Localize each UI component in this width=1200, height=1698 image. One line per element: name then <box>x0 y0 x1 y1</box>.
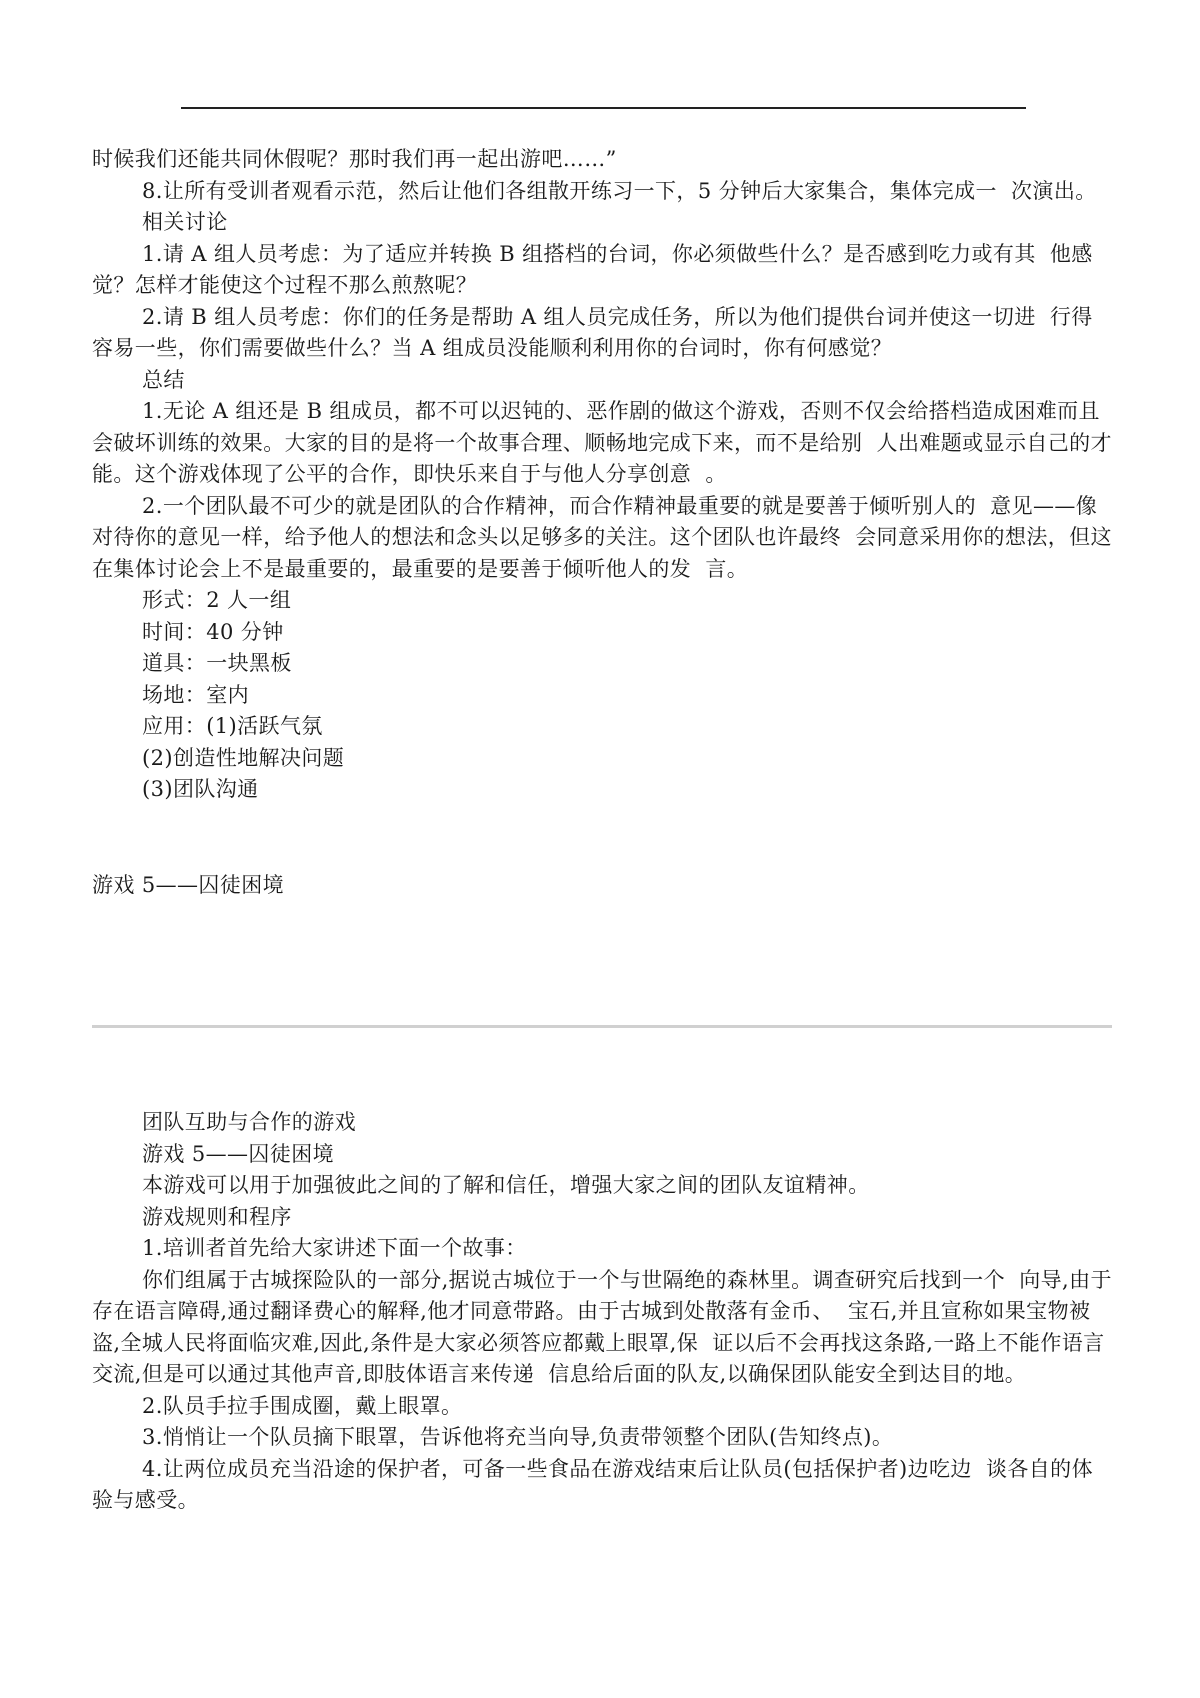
paragraph: 应用：(1)活跃气氛 <box>142 714 323 738</box>
paragraph: 游戏规则和程序 <box>142 1204 292 1229</box>
paragraph: (3)团队沟通 <box>142 777 259 801</box>
paragraph: 4.让两位成员充当沿途的保护者，可备一些食品在游戏结束后让队员(包括保护者)边吃边 谈各自的体验与感受。 <box>92 1456 1093 1512</box>
paragraph: 场地：室内 <box>142 682 249 707</box>
header-rule <box>181 107 1026 109</box>
paragraph: 时间：40 分钟 <box>142 619 284 644</box>
paragraph: 本游戏可以用于加强彼此之间的了解和信任，增强大家之间的团队友谊精神。 <box>142 1173 870 1197</box>
paragraph: 1.培训者首先给大家讲述下面一个故事： <box>142 1236 527 1260</box>
paragraph: 1.请 A 组人员考虑：为了适应并转换 B 组搭档的台词，你必须做些什么？是否感到吃力或有其 他感觉？怎样才能使这个过程不那么煎熬呢？ <box>92 241 1093 297</box>
paragraph: 8.让所有受训者观看示范，然后让他们各组散开练习一下，5 分钟后大家集合，集体完成一 次演出。 <box>142 178 1097 203</box>
page-2-body <box>92 1107 1114 1517</box>
paragraph: 2.队员手拉手围成圈，戴上眼罩。 <box>142 1393 463 1418</box>
paragraph: 3.悄悄让一个队员摘下眼罩，告诉他将充当向导,负责带领整个团队(告知终点)。 <box>142 1425 894 1449</box>
page-separator <box>92 1025 1112 1028</box>
paragraph: 总结 <box>142 367 185 392</box>
game-title: 游戏 5——囚徒困境 <box>92 872 285 897</box>
paragraph: 相关讨论 <box>142 210 228 234</box>
paragraph: 游戏 5——囚徒困境 <box>142 1141 335 1166</box>
paragraph: 2.一个团队最不可少的就是团队的合作精神，而合作精神最重要的就是要善于倾听别人的 意见——像对待你的意见一样，给予他人的想法和念头以足够多的关注。这个团队也许最终 会同意采用你的想法，但这在集体讨论会上不是最重要的，最重要的是要善于倾听他人的发 言。 <box>92 493 1112 581</box>
paragraph: (2)创造性地解决问题 <box>142 745 345 770</box>
paragraph: 道具：一块黑板 <box>142 651 292 675</box>
page-1-body <box>92 144 1114 901</box>
paragraph: 形式：2 人一组 <box>142 588 292 612</box>
paragraph: 团队互助与合作的游戏 <box>142 1110 356 1134</box>
paragraph: 1.无论 A 组还是 B 组成员，都不可以迟钝的、恶作剧的做这个游戏，否则不仅会给搭档造成困难而且会破坏训练的效果。大家的目的是将一个故事合理、顺畅地完成下来，而不是给别 人出难题或显示自己的才能。这个游戏体现了公平的合作，即快乐来自于与他人分享创意 。 <box>92 399 1112 486</box>
paragraph: 你们组属于古城探险队的一部分,据说古城位于一个与世隔绝的森林里。调查研究后找到一个 向导,由于存在语言障碍,通过翻译费心的解释,他才同意带路。由于古城到处散落有金币、 宝石,并且宣称如果宝物被盗,全城人民将面临灾难,因此,条件是大家必须答应都戴上眼罩,保 证以后不会再找这条路,一路上不能作语言交流,但是可以通过其他声音,即肢体语言来传递 信息给后面的队友,以确保团队能安全到达目的地。 <box>92 1267 1112 1386</box>
paragraph: 2.请 B 组人员考虑：你们的任务是帮助 A 组人员完成任务，所以为他们提供台词并使这一切进 行得容易一些，你们需要做些什么？当 A 组成员没能顺利利用你的台词时，你有何感觉？ <box>92 304 1093 360</box>
paragraph: 时候我们还能共同休假呢？那时我们再一起出游吧……” <box>92 147 617 171</box>
